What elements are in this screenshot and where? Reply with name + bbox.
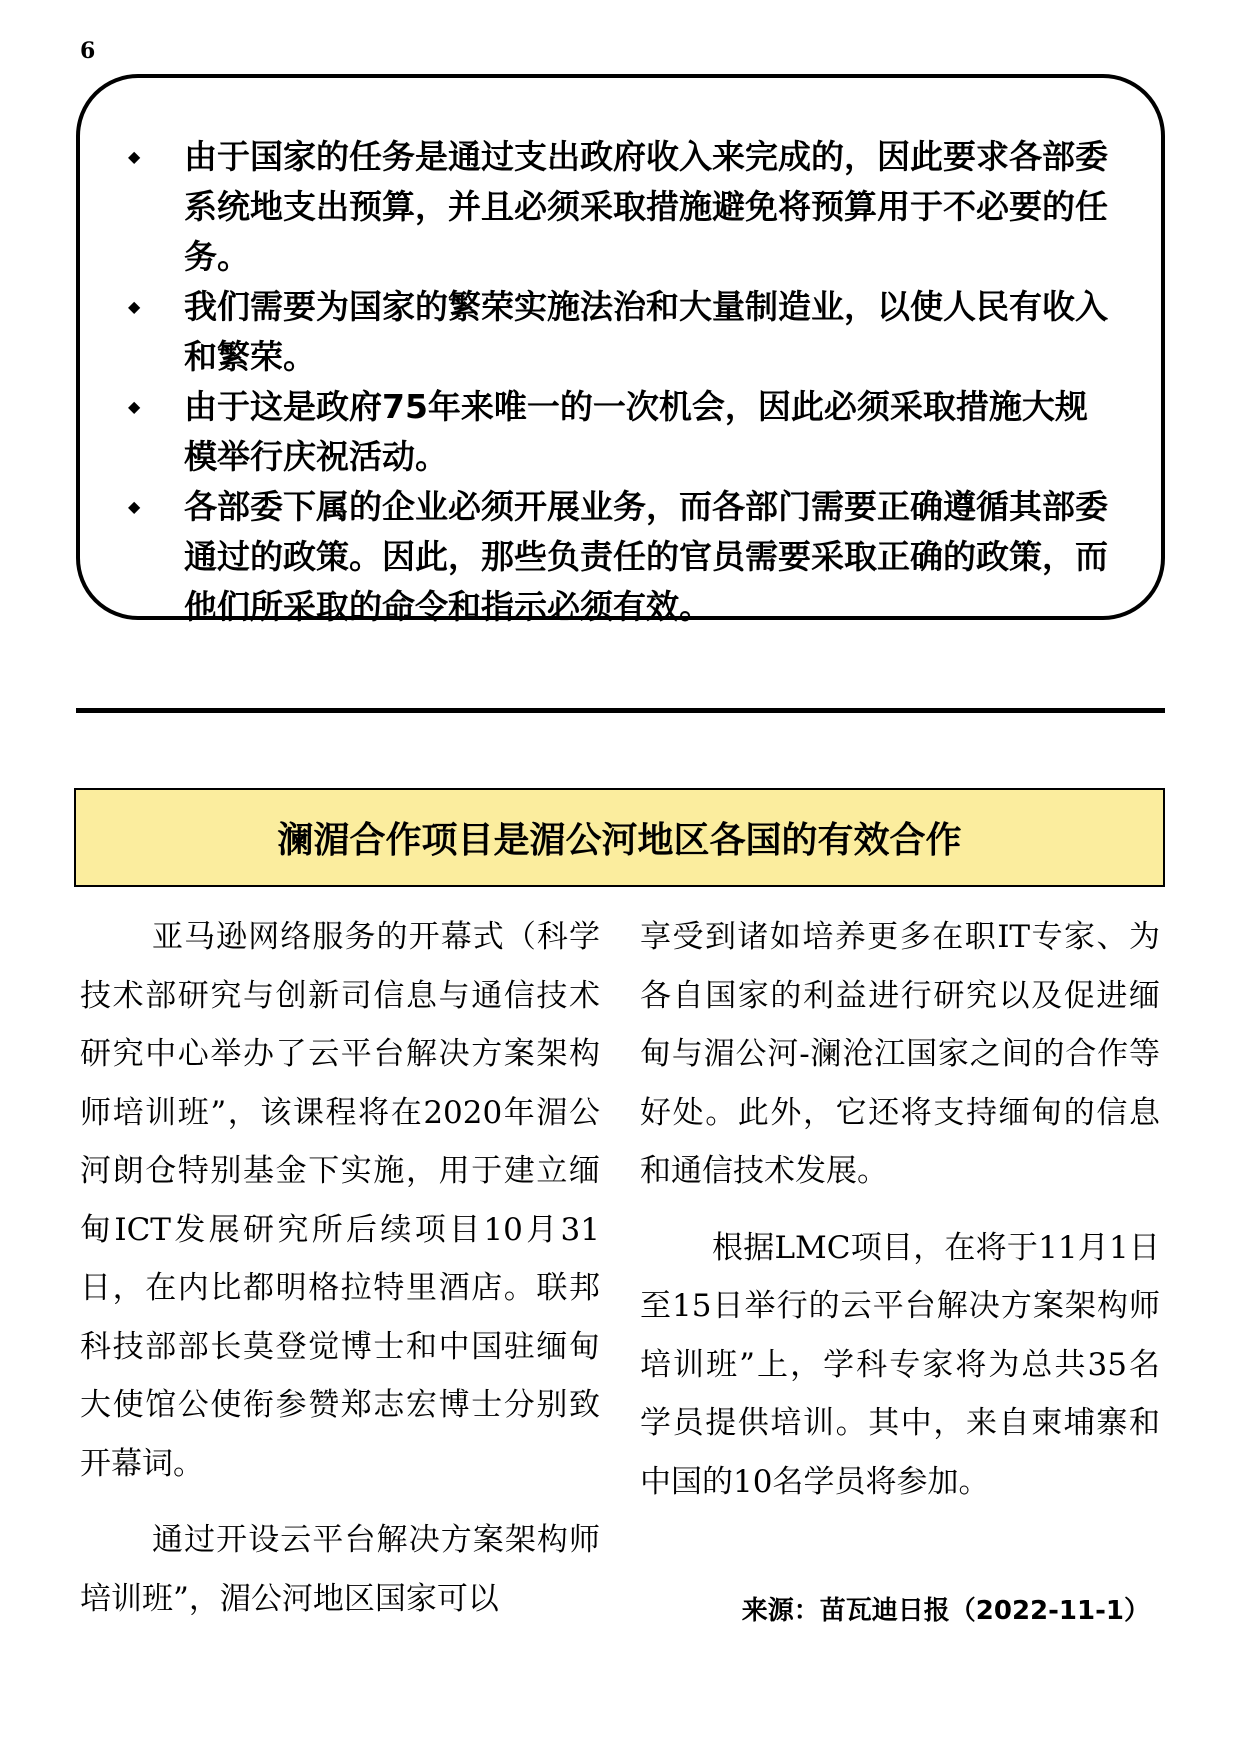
article-headline: 澜湄合作项目是湄公河地区各国的有效合作 bbox=[277, 820, 962, 861]
bullet-item bbox=[120, 282, 1115, 382]
diamond-bullet-icon: ◆ bbox=[128, 297, 141, 316]
bullet-item bbox=[120, 382, 1115, 482]
headline-banner bbox=[74, 788, 1165, 887]
article-paragraph: 亚马逊网络服务的开幕式（科学技术部研究与创新司信息与通信技术研究中心举办了云平台解决方案架构师培训班”，该课程将在2020年湄公河朗仓特别基金下实施，用于建立缅甸ICT发展研究所后续项目10月31日，在内比都明格拉特里酒店。联邦科技部部长莫登觉博士和中国驻缅甸大使馆公使衔参赞郑志宏博士分别致开幕词。 bbox=[80, 919, 600, 1482]
bullet-text: 我们需要为国家的繁荣实施法治和大量制造业，以使人民有收入和繁荣。 bbox=[184, 287, 1108, 376]
article-paragraph: 通过开设云平台解决方案架构师培训班”，湄公河地区国家可以 bbox=[80, 1522, 600, 1617]
diamond-bullet-icon: ◆ bbox=[128, 397, 141, 416]
bullet-list bbox=[120, 132, 1115, 632]
diamond-bullet-icon: ◆ bbox=[128, 497, 141, 516]
article-paragraph: 根据LMC项目，在将于11月1日至15日举行的云平台解决方案架构师培训班”上，学科专家将为总共35名学员提供培训。其中，来自柬埔寨和中国的10名学员将参加。 bbox=[640, 1229, 1160, 1500]
article-left-column bbox=[80, 908, 600, 1646]
bullet-box bbox=[76, 74, 1165, 626]
page-number: 6 bbox=[80, 38, 96, 64]
article-source: 来源：苗瓦迪日报（2022-11-1） bbox=[741, 1596, 1150, 1626]
article-paragraph: 享受到诸如培养更多在职IT专家、为各自国家的利益进行研究以及促进缅甸与湄公河-澜沧江国家之间的合作等好处。此外，它还将支持缅甸的信息和通信技术发展。 bbox=[640, 919, 1160, 1189]
bullet-text: 各部委下属的企业必须开展业务，而各部门需要正确遵循其部委通过的政策。因此，那些负责任的官员需要采取正确的政策，而他们所采取的命令和指示必须有效。 bbox=[184, 487, 1108, 626]
article-right-column bbox=[640, 908, 1160, 1529]
bullet-text: 由于这是政府75年来唯一的一次机会，因此必须采取措施大规模举行庆祝活动。 bbox=[184, 387, 1088, 476]
bullet-item bbox=[120, 132, 1115, 282]
bullet-item bbox=[120, 482, 1115, 632]
diamond-bullet-icon: ◆ bbox=[128, 147, 141, 166]
section-divider bbox=[76, 708, 1165, 713]
bullet-text: 由于国家的任务是通过支出政府收入来完成的，因此要求各部委系统地支出预算，并且必须采取措施避免将预算用于不必要的任务。 bbox=[184, 137, 1108, 276]
